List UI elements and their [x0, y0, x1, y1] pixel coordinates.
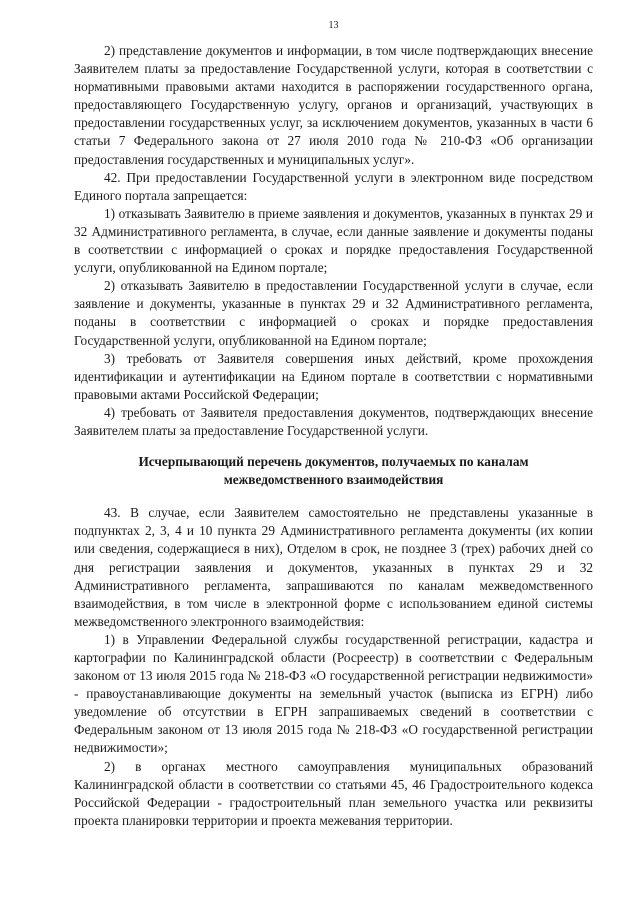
paragraph-42-item-3: 3) требовать от Заявителя совершения иных действий, кроме прохождения идентификации и аутентификации на Едином портале в соответствии с нормативными правовыми актами Российской Федерации;	[74, 350, 593, 402]
page-number: 13	[328, 20, 339, 31]
paragraph-43-item-2: 2) в органах местного самоуправления муниципальных образований Калининградской области в соответствии со статьями 45, 46 Градостроительного кодекса Российской Федерации - градостроительный план земельного участка или реквизиты проекта планировки территории и проекта межевания территории.	[74, 758, 593, 828]
section-heading: Исчерпывающий перечень документов, получаемых по каналам межведомственного взаимодействия	[138, 454, 529, 488]
paragraph-item-2-documents: 2) представление документов и информации, в том числе подтверждающих внесение Заявителем платы за предоставление Государственной услуги, которая в соответствии с нормативными правовыми актами находится в распоряжении государственного органа, предоставляющего Государственную услугу, органов и организаций, участвующих в предоставлении государственных услуг, за исключением документов, указанных в части 6 статьи 7 Федерального закона от 27 июля 2010 года № 210-ФЗ «Об организации предоставления государственных и муниципальных услуг».	[74, 43, 593, 167]
paragraph-43-item-1: 1) в Управлении Федеральной службы государственной регистрации, кадастра и картографии по Калининградской области (Росреестр) в соответствии с Федеральным законом от 13 июля 2015 года № 218-ФЗ «О государственной регистрации недвижимости» - правоустанавливающие документы на земельный участок (выписка из ЕГРН) либо уведомление об отсутствии в ЕГРН запрашиваемых сведений в соответствии с Федеральным законом от 13 июля 2015 года № 218-ФЗ «О государственной регистрации недвижимости»;	[74, 631, 593, 756]
paragraph-43-intro: 43. В случае, если Заявителем самостоятельно не представлены указанные в подпунктах 2, 3, 4 и 10 пункта 29 Административного регламента документы (их копии или сведения, содержащиеся в них), Отделом в срок, не позднее 3 (трех) рабочих дней со дня регистрации заявления и документов, указанных в пунктах 29 и 32 Административного регламента, запрашиваются по каналам межведомственного взаимодействия, в том числе в электронной форме с использованием единой системы межведомственного электронного взаимодействия:	[74, 505, 593, 629]
paragraph-42-item-1: 1) отказывать Заявителю в приеме заявления и документов, указанных в пунктах 29 и 32 Административного регламента, в случае, если данные заявление и документы поданы в соответствии с информацией о сроках и порядке предоставления Государственной услуги, опубликованной на Едином портале;	[74, 205, 593, 276]
paragraph-42-item-4: 4) требовать от Заявителя предоставления документов, подтверждающих внесение Заявителем платы за предоставление Государственной услуги.	[74, 404, 593, 438]
paragraph-42-intro: 42. При предоставлении Государственной услуги в электронном виде посредством Единого портала запрещается:	[74, 169, 593, 203]
paragraph-42-item-2: 2) отказывать Заявителю в предоставлении Государственной услуги в случае, если заявление и документы, указанные в пунктах 29 и 32 Административного регламента, поданы в соответствии с информацией о сроках и порядке предоставления Государственной услуги, опубликованной на Едином портале;	[74, 278, 593, 348]
